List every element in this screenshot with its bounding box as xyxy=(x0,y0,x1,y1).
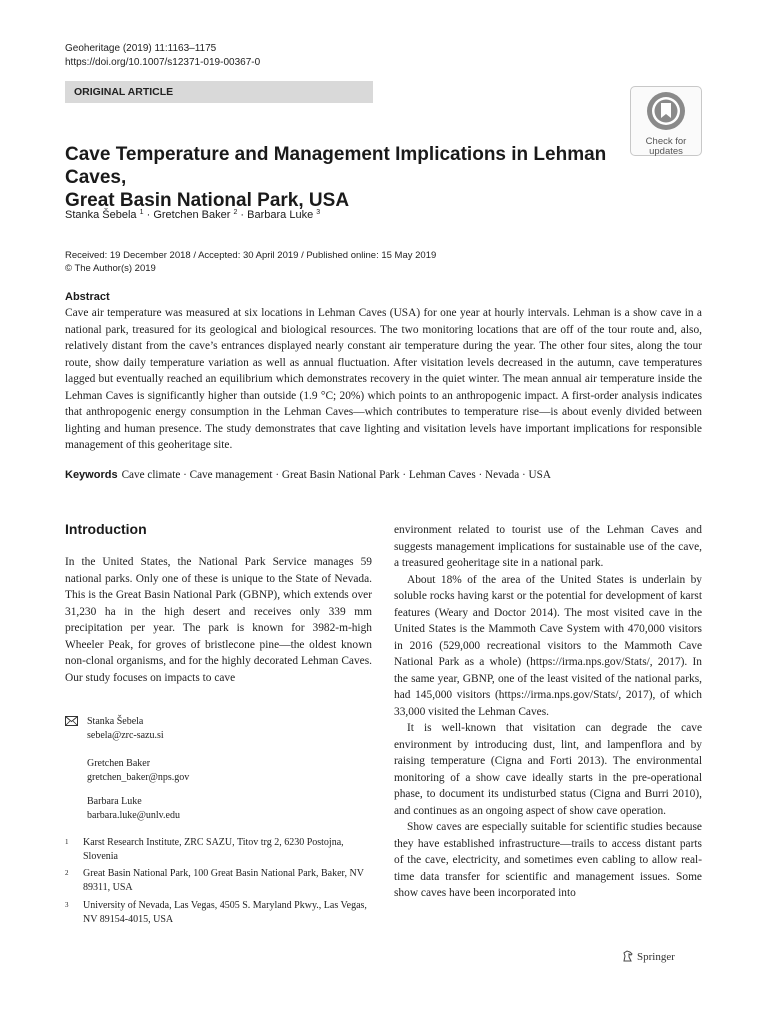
corresponding-authors xyxy=(65,715,372,829)
contact-3 xyxy=(65,795,372,823)
affiliation-1 xyxy=(65,836,372,864)
intro-paragraph-1-continued: environment related to tourist use of the Lehman Caves and suggests management implications for sustainable use of the cave, a treasured geoheritage site in a national park. xyxy=(394,524,702,569)
author-separator: · xyxy=(146,209,151,221)
contact-1-email[interactable]: sebela@zrc-sazu.si xyxy=(87,730,164,741)
check-for-updates-badge[interactable] xyxy=(630,86,702,156)
title-line-1: Cave Temperature and Management Implications in Lehman Caves, xyxy=(65,144,607,188)
author-list xyxy=(65,206,320,222)
springer-horse-icon xyxy=(622,950,634,962)
title-line-2: Great Basin National Park, USA xyxy=(65,190,350,211)
affiliation-3 xyxy=(65,899,372,927)
history-dates: Received: 19 December 2018 / Accepted: 30 April 2019 / Published online: 15 May 2019 xyxy=(65,250,437,261)
affiliation-1-text: Karst Research Institute, ZRC SAZU, Titov trg 2, 6230 Postojna, Slovenia xyxy=(83,837,344,862)
author-3-affiliation: 3 xyxy=(316,209,321,216)
affiliation-1-number: 1 xyxy=(65,838,69,846)
affiliation-3-number: 3 xyxy=(65,901,69,909)
copyright-icon: © xyxy=(65,263,72,274)
check-updates-line1: Check for xyxy=(645,136,687,147)
keywords-label: Keywords xyxy=(65,469,118,481)
doi-link[interactable]: https://doi.org/10.1007/s12371-019-00367-0 xyxy=(65,57,261,68)
keywords-list: Cave climate · Cave management · Great Basin National Park · Lehman Caves · Nevada · USA xyxy=(121,469,551,481)
intro-paragraph-1: In the United States, the National Park Service manages 59 national parks. Only one of these is unique to the State of Nevada. This is the Great Basin National Park (GBNP), which extends over 31,230 ha in the high desert and receives only 339 mm precipitation per year. The park is known for 3982-m-high Wheeler Peak, for groves of bristlecone pine—the oldest known non-clonal organisms, and for the highly decorated Lehman Caves. Our study focuses on impacts to cave xyxy=(65,556,372,684)
intro-paragraph-4: Show caves are especially suitable for scientific studies because they have established infrastructure—trails to access distant parts of the cave, electricity, and sometimes even cabling to allow real-time data transfer for scientific and management issues. Some show caves have been incorporated into xyxy=(394,821,702,899)
affiliation-2 xyxy=(65,867,372,895)
abstract-heading: Abstract xyxy=(65,291,110,303)
bookmark-badge-icon xyxy=(645,90,687,132)
contact-1 xyxy=(65,715,372,743)
intro-paragraph-2: About 18% of the area of the United States is underlain by soluble rocks having karst or the potential for development of karst features (Weary and Doctor 2014). The most visited cave in the United States is the Mammoth Cave System with 470,000 visitors in 2016 (529,000 recreational visitors to the Mammoth Cave National Park as a whole) (https://irma.nps.gov/Stats/, 2017). In the same year, GBNP, one of the least visited of the national parks, had 145,000 visitors (https://irma.nps.gov/Stats/, 2017), of which 33,000 visited the Lehman Caves. xyxy=(394,573,702,718)
author-2-affiliation: 2 xyxy=(233,209,238,216)
left-column-text xyxy=(65,554,372,686)
section-heading-introduction: Introduction xyxy=(65,521,147,537)
contact-3-name: Barbara Luke xyxy=(87,796,142,807)
affiliation-3-text: University of Nevada, Las Vegas, 4505 S. Maryland Pkwy., Las Vegas, NV 89154-4015, USA xyxy=(83,900,367,925)
envelope-icon xyxy=(65,716,78,730)
article-type-bar: ORIGINAL ARTICLE xyxy=(65,81,373,103)
contact-2-email[interactable]: gretchen_baker@nps.gov xyxy=(87,772,190,783)
contact-2 xyxy=(65,757,372,785)
contact-2-name: Gretchen Baker xyxy=(87,758,151,769)
keywords xyxy=(65,468,551,483)
copyright-line xyxy=(65,262,436,275)
author-separator: · xyxy=(240,209,245,221)
affiliation-2-text: Great Basin National Park, 100 Great Basin National Park, Baker, NV 89311, USA xyxy=(83,868,364,893)
right-column-text xyxy=(394,522,702,902)
article-title xyxy=(65,143,635,212)
journal-citation: Geoheritage (2019) 11:1163–1175 xyxy=(65,43,217,54)
author-1-affiliation: 1 xyxy=(139,209,144,216)
copyright-text: The Author(s) 2019 xyxy=(74,263,156,274)
abstract-text: Cave air temperature was measured at six locations in Lehman Caves (USA) for one year at hourly intervals. Lehman is a show cave in a national park, treasured for its geological and biological resources. The two monitoring locations that are off of the tour route and, also, relatively distant from the cave’s entrances displayed nearly constant air temperature during the year. The other four sites, along the tour route, show daily temperature variation as well as annual fluctuation. After visitation levels decreased in the autumn, cave temperatures lagged but eventually reached an equilibrium which demonstrates recovery in the quiet winter. The mean annual air temperature inside the Lehman Caves is significantly higher than outside (1.9 °C; 20%) which points to an anthropogenic impact. A first-order analysis indicates that anthropogenic energy consumption in the Lehman Caves—which contributes to temperature rise—is about evenly divided between lighting and human presence. The study demonstrates that cave lighting and visitation levels have important implications for responsible management of this geoheritage site. xyxy=(65,307,702,451)
affiliation-2-number: 2 xyxy=(65,869,69,877)
author-3[interactable]: Barbara Luke xyxy=(247,209,314,221)
contact-3-email[interactable]: barbara.luke@unlv.edu xyxy=(87,810,180,821)
check-updates-line2: updates xyxy=(649,146,683,157)
publication-dates xyxy=(65,249,436,275)
contact-1-name: Stanka Šebela xyxy=(87,716,144,727)
author-2[interactable]: Gretchen Baker xyxy=(153,209,231,221)
publisher-logo xyxy=(622,950,675,963)
author-1[interactable]: Stanka Šebela xyxy=(65,209,137,221)
publisher-name: Springer xyxy=(637,951,675,963)
intro-paragraph-3: It is well-known that visitation can degrade the cave environment by introducing dust, lint, and lampenflora and by raising temperature (Cigna and Forti 2013). The environmental monitoring of a show cave ideally starts in the pre-operational phase, to document its undisturbed status (Cigna and Burri 2010), and continues as an ongoing aspect of show cave operation. xyxy=(394,722,702,817)
